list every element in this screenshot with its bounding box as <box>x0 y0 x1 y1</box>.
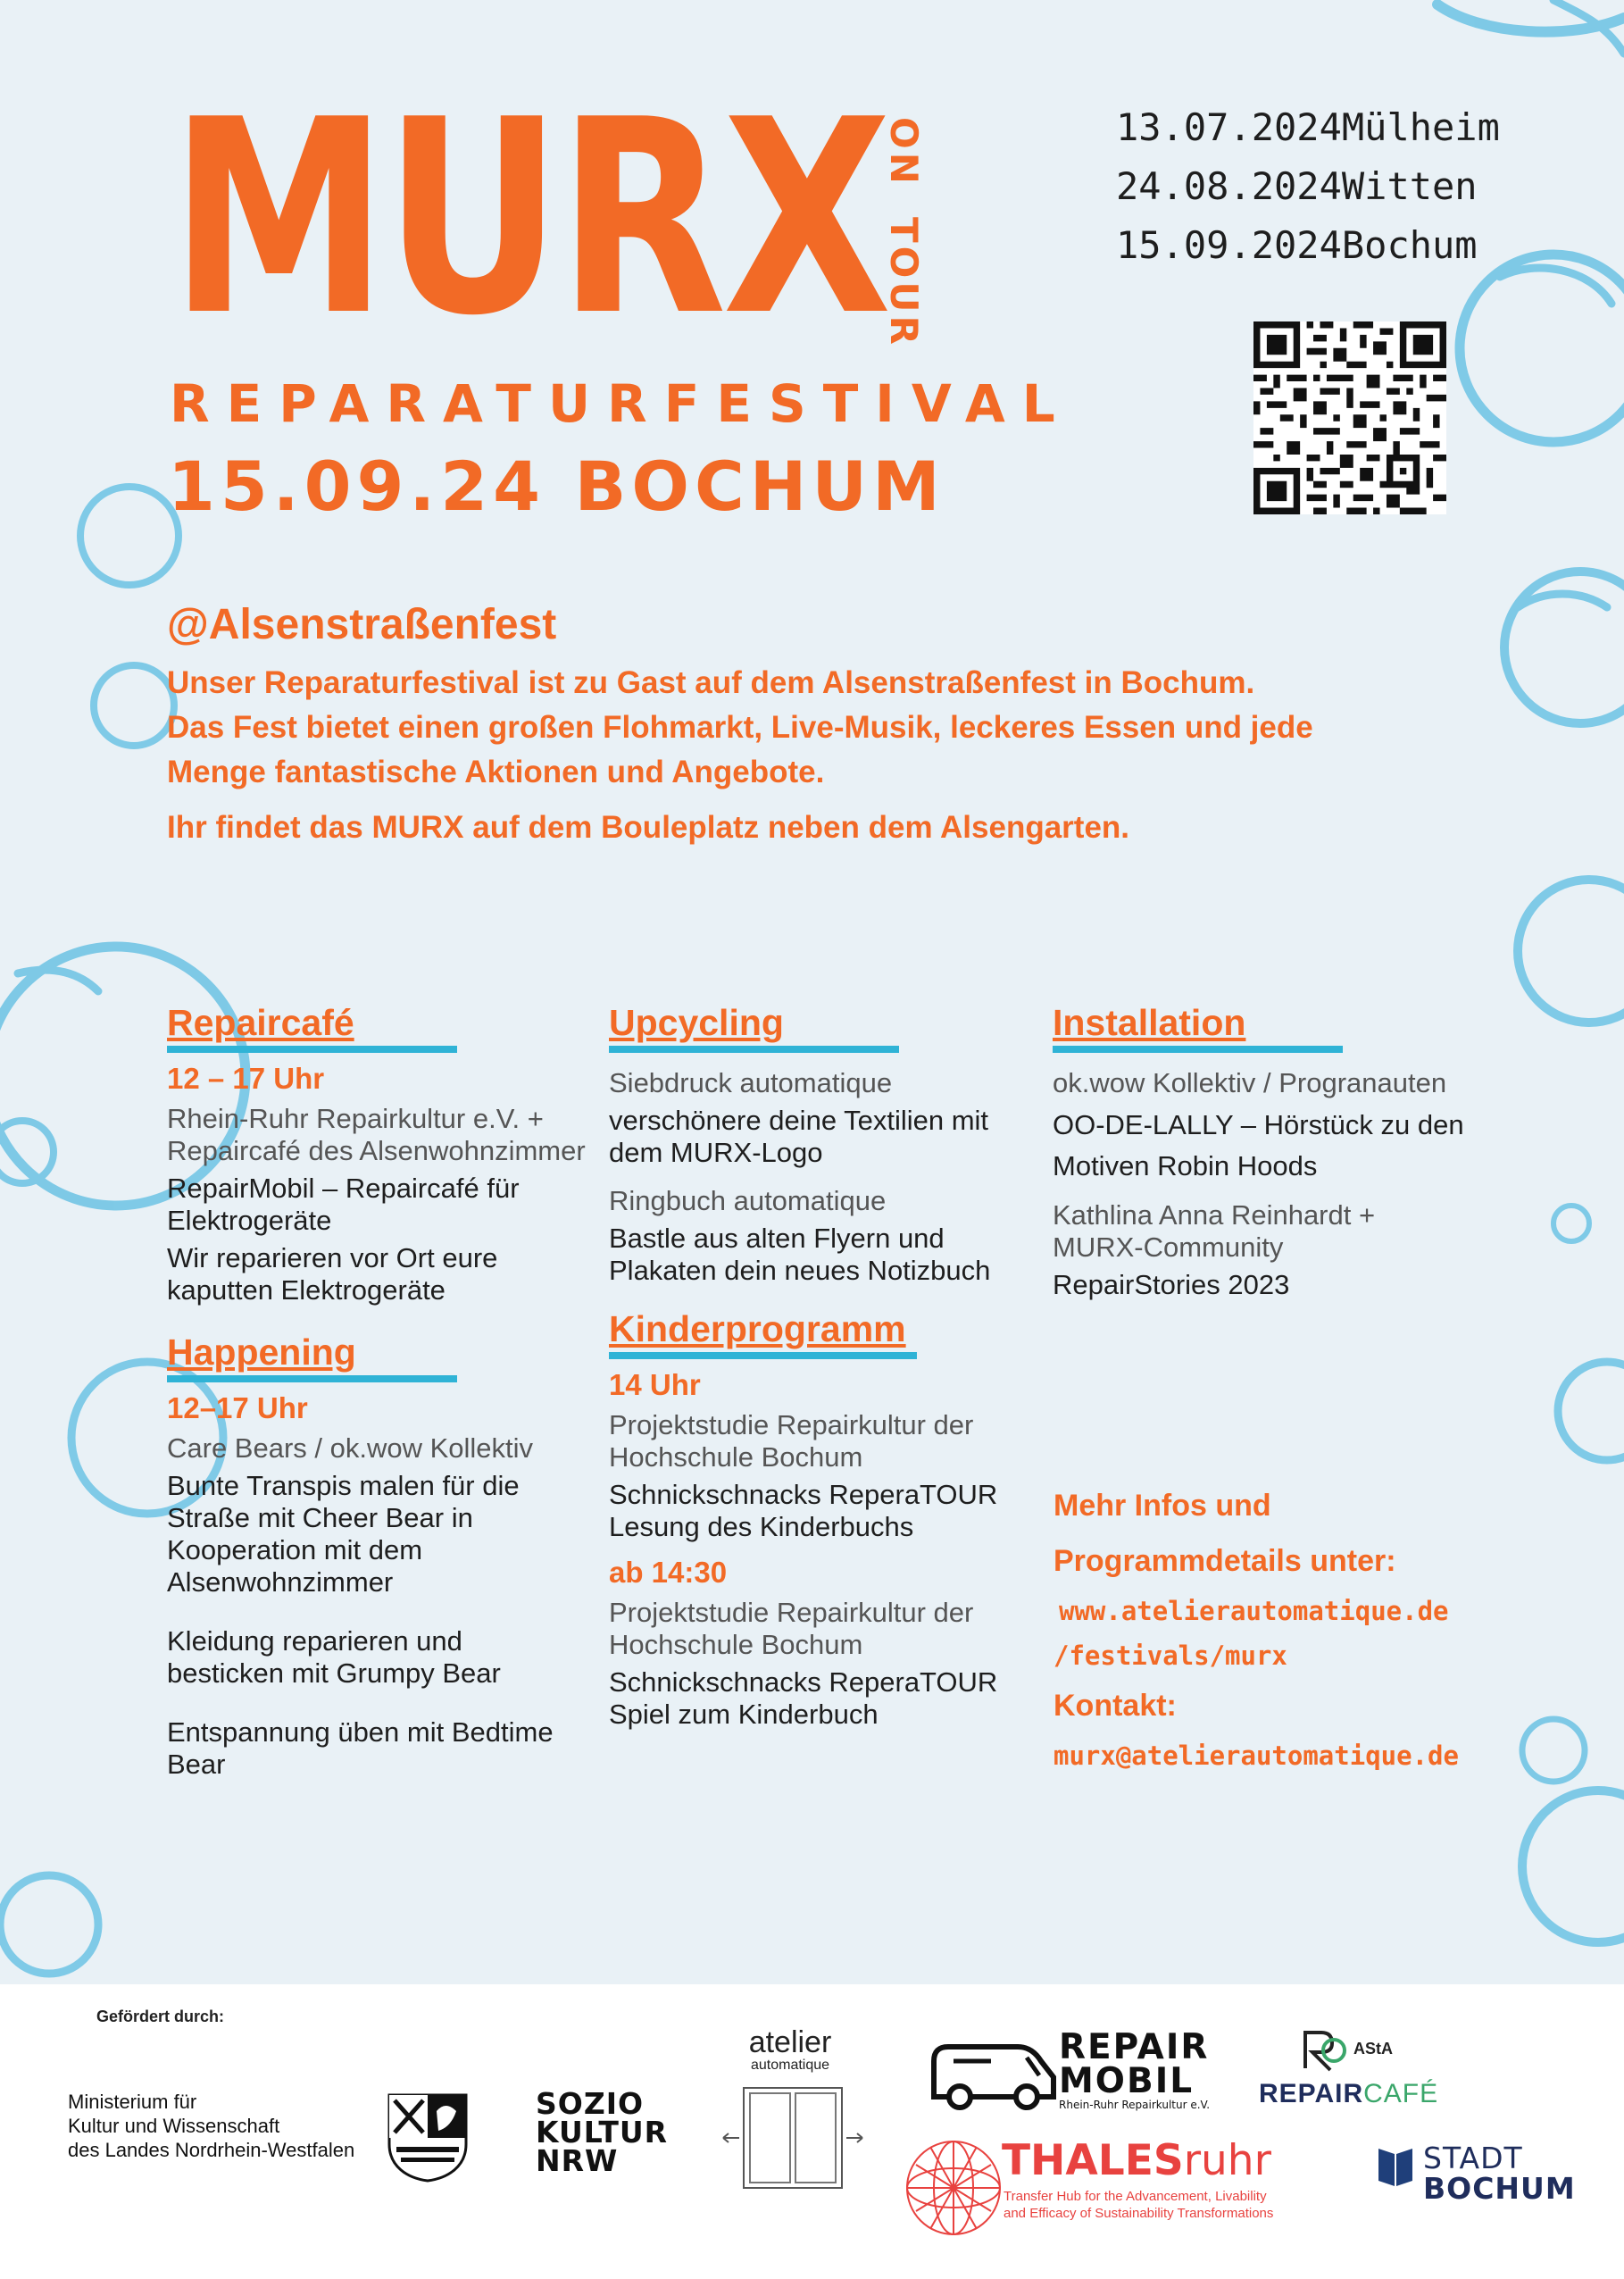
atelier-word: atelier <box>748 2025 832 2059</box>
qr-code[interactable] <box>1253 321 1446 514</box>
heading-underline <box>609 1046 899 1053</box>
repaircafe-gear-icon <box>1295 2024 1348 2077</box>
repairmobil-repair: REPAIR <box>1059 2027 1210 2067</box>
thales-word: THALES <box>1002 2136 1184 2185</box>
upcycling-item: verschönere deine Textilien mit dem MURX-Logo <box>609 1105 989 1168</box>
tour-date: 24.08.2024 <box>1116 164 1342 208</box>
thales-ruhr-logo <box>1002 2136 1271 2185</box>
sozio-line: SOZIO <box>536 2086 645 2121</box>
repaircafe-item: Wir reparieren vor Ort eure kaputten Elektrogeräte <box>167 1242 498 1306</box>
column-repaircafe-happening <box>167 1002 587 1786</box>
ministry-line: Ministerium für <box>68 2091 197 2113</box>
on-label: ON <box>882 116 926 188</box>
murx-title: MURX <box>170 63 887 374</box>
on-tour-label <box>882 116 926 354</box>
more-info-line: Programmdetails unter: <box>1054 1544 1396 1578</box>
stadt-word: STADT <box>1423 2141 1523 2175</box>
heading-underline <box>167 1046 457 1053</box>
tour-date-row <box>1116 164 1478 223</box>
happening-item: Kleidung reparieren und besticken mit Grumpy Bear <box>167 1625 501 1689</box>
intro-line: Menge fantastische Aktionen und Angebote. <box>167 755 825 789</box>
automatique-word: automatique <box>750 2058 830 2073</box>
thales-tagline-line: and Efficacy of Sustainability Transformations <box>1004 2206 1274 2221</box>
atelier-door-icon <box>721 2084 864 2191</box>
tour-city: Mülheim <box>1341 105 1500 149</box>
stadt-bochum-book-icon <box>1377 2145 1414 2188</box>
upcycling-org: Siebdruck automatique <box>609 1067 893 1098</box>
more-info <box>1054 1478 1459 1778</box>
repaircafe-cafe: CAFÉ <box>1363 2079 1439 2108</box>
tour-date: 13.07.2024 <box>1116 105 1342 149</box>
tour-date-row <box>1116 105 1500 164</box>
repairmobil-van-icon <box>929 2034 1062 2115</box>
heading-underline <box>609 1352 917 1359</box>
upcycling-org: Ringbuch automatique <box>609 1185 887 1216</box>
more-info-line: Mehr Infos und <box>1054 1489 1271 1523</box>
upcycling-heading: Upcycling <box>609 1002 1029 1049</box>
upcycling-item: Bastle aus alten Flyern und Plakaten dein neues Notizbuch <box>609 1223 991 1286</box>
sponsor-footer <box>0 1984 1624 2279</box>
happening-item: Entspannung üben mit Bedtime Bear <box>167 1716 554 1780</box>
contact-email[interactable]: murx@atelierautomatique.de <box>1054 1741 1459 1771</box>
nrw-coat-of-arms-icon <box>387 2093 468 2183</box>
kinder-item: Schnickschnacks ReperaTOUR Lesung des Kinderbuchs <box>609 1479 998 1542</box>
kinder-time: ab 14:30 <box>609 1556 728 1589</box>
atelier-automatique-logo <box>741 2027 839 2074</box>
funded-by-label: Gefördert durch: <box>96 2008 225 2025</box>
column-installation <box>1053 1002 1472 1306</box>
kinderprogramm-heading: Kinderprogramm <box>609 1308 1029 1356</box>
repairmobil-logo-text <box>1059 2027 1211 2111</box>
heading-underline <box>1053 1046 1343 1053</box>
asta-label: AStA <box>1353 2040 1393 2058</box>
kinder-org: Projektstudie Repairkultur der Hochschule Bochum <box>609 1597 974 1660</box>
ministry-line: Kultur und Wissenschaft <box>68 2115 280 2137</box>
happening-time: 12–17 Uhr <box>167 1391 308 1424</box>
installation-item: OO-DE-LALLY – Hörstück zu den Motiven Robin Hoods <box>1053 1109 1464 1181</box>
installation-heading: Installation <box>1053 1002 1472 1049</box>
ruhr-word: ruhr <box>1183 2136 1271 2185</box>
stadt-bochum-logo <box>1423 2143 1576 2204</box>
intro-line: Ihr findet das MURX auf dem Bouleplatz neben dem Alsengarten. <box>167 810 1130 845</box>
kinder-time: 14 Uhr <box>609 1368 701 1401</box>
repairmobil-mobil: MOBIL <box>1059 2061 1195 2101</box>
repaircafe-time: 12 – 17 Uhr <box>167 1062 325 1095</box>
thales-tagline-line: Transfer Hub for the Advancement, Livability <box>1004 2189 1267 2204</box>
ministry-logo-text <box>68 2090 354 2162</box>
happening-item: Bunte Transpis malen für die Straße mit Cheer Bear in Kooperation mit dem Alsenwohnzimmer <box>167 1470 520 1598</box>
tour-label: TOUR <box>882 216 926 348</box>
sozio-line: KULTUR <box>536 2115 669 2150</box>
intro-line: Unser Reparaturfestival ist zu Gast auf dem Alsenstraßenfest in Bochum. <box>167 665 1255 700</box>
happening-heading: Happening <box>167 1332 587 1379</box>
column-upcycling-kinder <box>609 1002 1029 1736</box>
repaircafe-repair: REPAIR <box>1259 2079 1364 2108</box>
ministry-line: des Landes Nordrhein-Westfalen <box>68 2139 355 2161</box>
installation-org: Kathlina Anna Reinhardt + MURX-Community <box>1053 1199 1376 1263</box>
installation-org: ok.wow Kollektiv / Progranauten <box>1053 1067 1447 1098</box>
happening-org: Care Bears / ok.wow Kollektiv <box>167 1432 534 1464</box>
event-handle: @Alsenstraßenfest <box>167 601 557 648</box>
contact-label: Kontakt: <box>1054 1689 1177 1723</box>
thales-globe-icon <box>904 2138 1004 2238</box>
repaircafe-heading: Repaircafé <box>167 1002 587 1049</box>
tour-date-row <box>1116 223 1478 282</box>
website-link-path[interactable]: /festivals/murx <box>1054 1640 1287 1671</box>
tour-city: Bochum <box>1341 223 1478 267</box>
sozio-line: NRW <box>536 2143 619 2178</box>
kinder-org: Projektstudie Repairkultur der Hochschule Bochum <box>609 1409 974 1473</box>
soziokultur-nrw-logo <box>536 2086 669 2178</box>
intro-text <box>167 661 1417 850</box>
repaircafe-item: RepairMobil – Repaircafé für Elektrogeräte <box>167 1173 520 1236</box>
bochum-word: BOCHUM <box>1423 2171 1576 2206</box>
website-link[interactable]: www.atelierautomatique.de <box>1059 1596 1449 1626</box>
tour-city: Witten <box>1341 164 1478 208</box>
tour-dates <box>1116 105 1500 282</box>
repaircafe-org: Rhein-Ruhr Repairkultur e.V. + Repaircafé des Alsenwohnzimmer <box>167 1103 586 1166</box>
intro-line: Das Fest bietet einen großen Flohmarkt, Live-Musik, leckeres Essen und jede <box>167 710 1313 745</box>
kinder-item: Schnickschnacks ReperaTOUR Spiel zum Kinderbuch <box>609 1666 998 1730</box>
tour-date: 15.09.2024 <box>1116 223 1342 267</box>
installation-item: RepairStories 2023 <box>1053 1269 1290 1300</box>
event-date-city: 15.09.24 BOCHUM <box>168 447 945 526</box>
repaircafe-logo-text <box>1259 2079 1438 2109</box>
thales-tagline <box>1004 2188 1273 2222</box>
festival-subtitle: REPARATURFESTIVAL <box>170 373 1072 434</box>
heading-underline <box>167 1375 457 1382</box>
repairmobil-org: Rhein-Ruhr Repairkultur e.V. <box>1059 2099 1211 2111</box>
